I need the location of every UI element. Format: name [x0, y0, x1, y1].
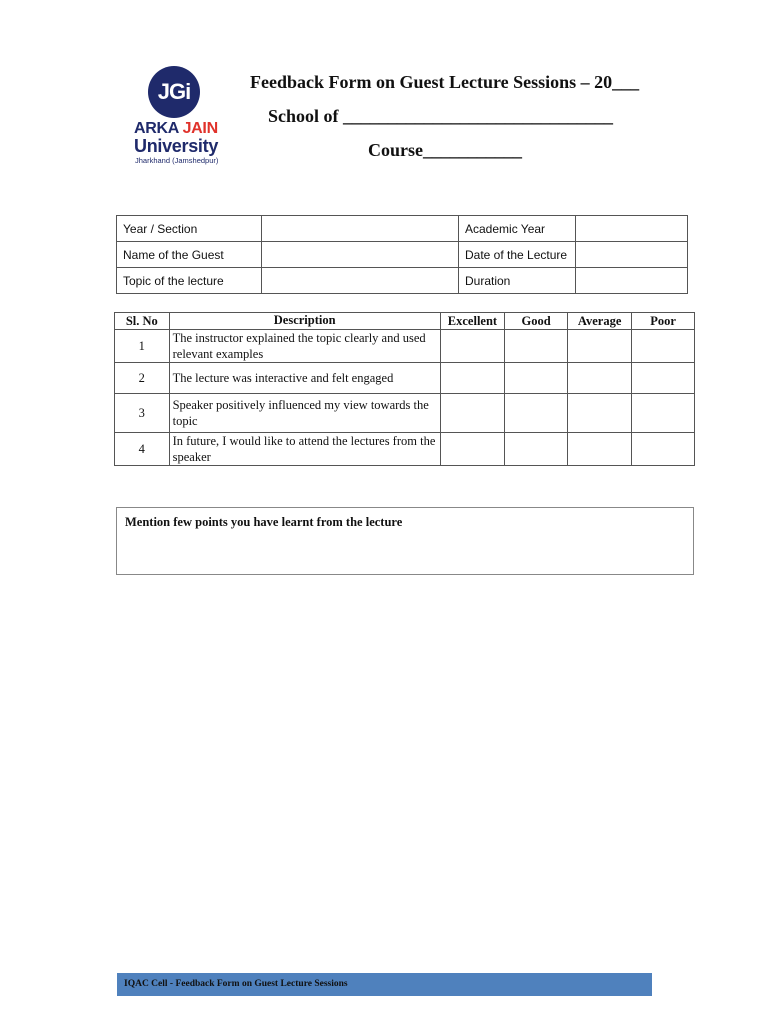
rating-row: [115, 330, 695, 363]
rating-header-row: [115, 313, 695, 330]
duration-field[interactable]: [576, 268, 688, 294]
excellent-cell[interactable]: [440, 363, 504, 394]
logo-name-arka: ARKA: [134, 120, 183, 137]
info-label: Academic Year: [459, 216, 576, 242]
sl-number: 2: [115, 363, 170, 394]
info-label: Topic of the lecture: [117, 268, 262, 294]
info-label: Date of the Lecture: [459, 242, 576, 268]
lecture-info-table: [116, 215, 688, 294]
excellent-cell[interactable]: [440, 330, 504, 363]
poor-header: Poor: [632, 313, 695, 330]
good-cell[interactable]: [505, 363, 568, 394]
excellent-header: Excellent: [440, 313, 504, 330]
rating-row: [115, 363, 695, 394]
good-header: Good: [505, 313, 568, 330]
good-cell[interactable]: [505, 433, 568, 466]
excellent-cell[interactable]: [440, 394, 504, 433]
info-row: [117, 242, 688, 268]
excellent-cell[interactable]: [440, 433, 504, 466]
form-title: Feedback Form on Guest Lecture Sessions – 20___: [250, 72, 640, 92]
rating-table: [114, 312, 695, 466]
lecture-topic-field[interactable]: [262, 268, 459, 294]
good-cell[interactable]: [505, 394, 568, 433]
rating-description: In future, I would like to attend the lectures from the speaker: [169, 433, 440, 466]
sl-number: 3: [115, 394, 170, 433]
rating-description: The lecture was interactive and felt engaged: [169, 363, 440, 394]
sl-no-header: Sl. No: [115, 313, 170, 330]
rating-row: [115, 394, 695, 433]
average-header: Average: [568, 313, 632, 330]
year-section-field[interactable]: [262, 216, 459, 242]
logo-mark-text: JGi: [157, 79, 191, 104]
learnt-points-label: Mention few points you have learnt from the lecture: [125, 515, 403, 529]
average-cell[interactable]: [568, 330, 632, 363]
average-cell[interactable]: [568, 433, 632, 466]
info-label: Duration: [459, 268, 576, 294]
learnt-points-box[interactable]: [116, 507, 694, 575]
course-line[interactable]: Course___________: [368, 140, 522, 160]
logo-university-line: University: [134, 136, 219, 156]
logo-location-line: Jharkhand (Jamshedpur): [135, 156, 219, 165]
info-label: Name of the Guest: [117, 242, 262, 268]
rating-description: Speaker positively influenced my view towards the topic: [169, 394, 440, 433]
school-line[interactable]: School of ______________________________: [268, 106, 614, 126]
rating-description: The instructor explained the topic clearly and used relevant examples: [169, 330, 440, 363]
university-logo: [132, 66, 228, 166]
sl-number: 4: [115, 433, 170, 466]
average-cell[interactable]: [568, 394, 632, 433]
logo-name-jain: JAIN: [182, 120, 218, 137]
info-row: [117, 216, 688, 242]
good-cell[interactable]: [505, 330, 568, 363]
info-row: [117, 268, 688, 294]
poor-cell[interactable]: [632, 433, 695, 466]
footer-text: IQAC Cell - Feedback Form on Guest Lecture Sessions: [124, 979, 348, 989]
guest-name-field[interactable]: [262, 242, 459, 268]
poor-cell[interactable]: [632, 394, 695, 433]
poor-cell[interactable]: [632, 330, 695, 363]
footer-bar: [117, 973, 652, 996]
rating-row: [115, 433, 695, 466]
average-cell[interactable]: [568, 363, 632, 394]
poor-cell[interactable]: [632, 363, 695, 394]
academic-year-field[interactable]: [576, 216, 688, 242]
sl-number: 1: [115, 330, 170, 363]
description-header: Description: [169, 313, 440, 330]
lecture-date-field[interactable]: [576, 242, 688, 268]
info-label: Year / Section: [117, 216, 262, 242]
